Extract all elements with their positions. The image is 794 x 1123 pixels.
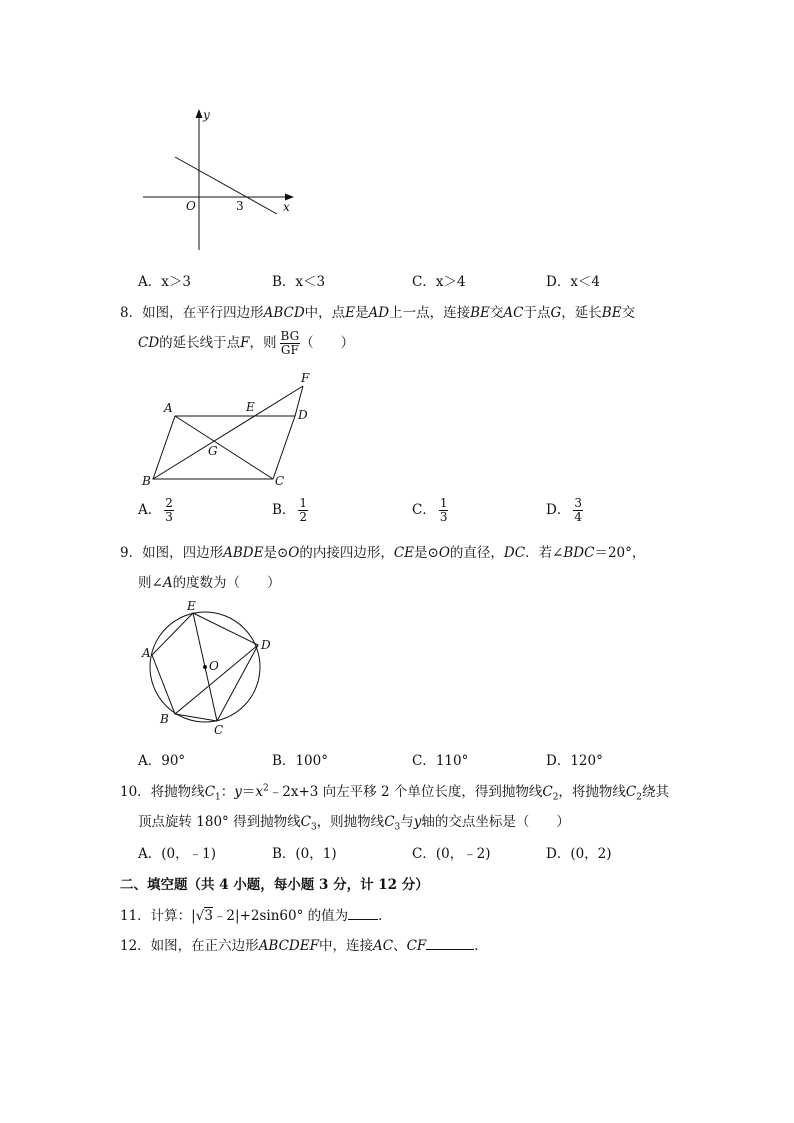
q8-option-c[interactable]: C． $\frac{1}{3}$ bbox=[412, 496, 448, 524]
q9-label-e: E bbox=[187, 599, 196, 613]
q8-option-d[interactable]: D． $\frac{3}{4}$ bbox=[546, 496, 582, 524]
q9-label-d: D bbox=[261, 638, 271, 652]
q11-sqrt: √3 bbox=[195, 908, 213, 924]
q7-y-label: y bbox=[203, 108, 210, 122]
q8-fraction: $\frac{BG}{GF}$ bbox=[280, 329, 300, 357]
q9-label-a: A bbox=[142, 646, 151, 660]
q10-option-c[interactable]: C．(0，﹣2) bbox=[412, 846, 491, 862]
q8-option-a[interactable]: A． $\frac{2}{3}$ bbox=[138, 496, 173, 524]
q10-question-line1: 10．将抛物线$C_1$：$y=x^2﹣2x+3$ 向左平移 2 个单位长度，得到抛物线$C_2$，将抛物线$C_2$绕其 bbox=[120, 783, 669, 803]
q11-answer-blank[interactable] bbox=[348, 919, 378, 920]
q8-label-b: B bbox=[142, 474, 151, 488]
q10-option-d[interactable]: D．(0，2) bbox=[546, 846, 612, 862]
q9-chord-dc bbox=[217, 645, 258, 721]
q10-question-line2: 顶点旋转 180° 得到抛物线$C_3$，则抛物线$C_3$与y轴的交点坐标是（ ） bbox=[138, 814, 570, 833]
q9-option-b[interactable]: B．100° bbox=[272, 753, 328, 769]
q9-question-line2: 则∠A的度数为（ ） bbox=[138, 575, 281, 591]
q9-center-dot bbox=[203, 665, 207, 669]
q8-label-a: A bbox=[164, 401, 173, 415]
q7-x-label: x bbox=[283, 200, 290, 214]
q9-question-line1: 9．如图，四边形ABDE是⊙O的内接四边形，CE是⊙O的直径，DC．若∠BDC＝20°， bbox=[120, 545, 646, 561]
q9-option-d[interactable]: D．120° bbox=[546, 753, 603, 769]
q12-answer-blank[interactable] bbox=[426, 949, 474, 950]
q9-chord-bc bbox=[175, 714, 217, 721]
q8-question-line1: 8．如图，在平行四边形ABCD中，点E是AD上一点，连接BE交AC于点G，延长BE交 bbox=[120, 305, 636, 321]
q8-label-e: E bbox=[246, 400, 255, 414]
q10-option-b[interactable]: B．(0，1) bbox=[272, 846, 337, 862]
q8-option-b[interactable]: B． $\frac{1}{2}$ bbox=[272, 496, 308, 524]
q12-question: 12．如图，在正六边形ABCDEF中，连接AC、CF ． bbox=[120, 938, 488, 954]
q8-label-g: G bbox=[208, 444, 218, 458]
q8-question-line2: CD的延长线于点F，则 $\frac{BG}{GF}$ （ ） bbox=[138, 329, 355, 357]
q7-origin-label: O bbox=[186, 199, 196, 213]
q7-option-a[interactable]: A．x＞3 bbox=[138, 274, 191, 290]
section-2-title: 二、填空题（共 4 小题，每小题 3 分，计 12 分） bbox=[120, 877, 429, 893]
q8-label-f: F bbox=[301, 371, 310, 385]
q8-label-c: C bbox=[275, 474, 285, 488]
q9-option-a[interactable]: A．90° bbox=[138, 753, 186, 769]
q9-quadrilateral bbox=[152, 613, 258, 714]
q7-option-c[interactable]: C．x＞4 bbox=[412, 274, 466, 290]
q9-label-c: C bbox=[214, 723, 224, 737]
q9-label-o: O bbox=[209, 659, 219, 673]
q9-label-b: B bbox=[160, 712, 169, 726]
q8-label-d: D bbox=[298, 408, 308, 422]
q9-option-c[interactable]: C．110° bbox=[412, 753, 469, 769]
q7-option-b[interactable]: B．x＜3 bbox=[272, 274, 326, 290]
q7-tick-label: 3 bbox=[236, 199, 244, 213]
q10-option-a[interactable]: A．(0，﹣1) bbox=[138, 846, 216, 862]
q7-option-d[interactable]: D．x＜4 bbox=[546, 274, 601, 290]
q11-question: 11．计算：|√3﹣2|+2sin60° 的值为 ． bbox=[120, 908, 392, 924]
